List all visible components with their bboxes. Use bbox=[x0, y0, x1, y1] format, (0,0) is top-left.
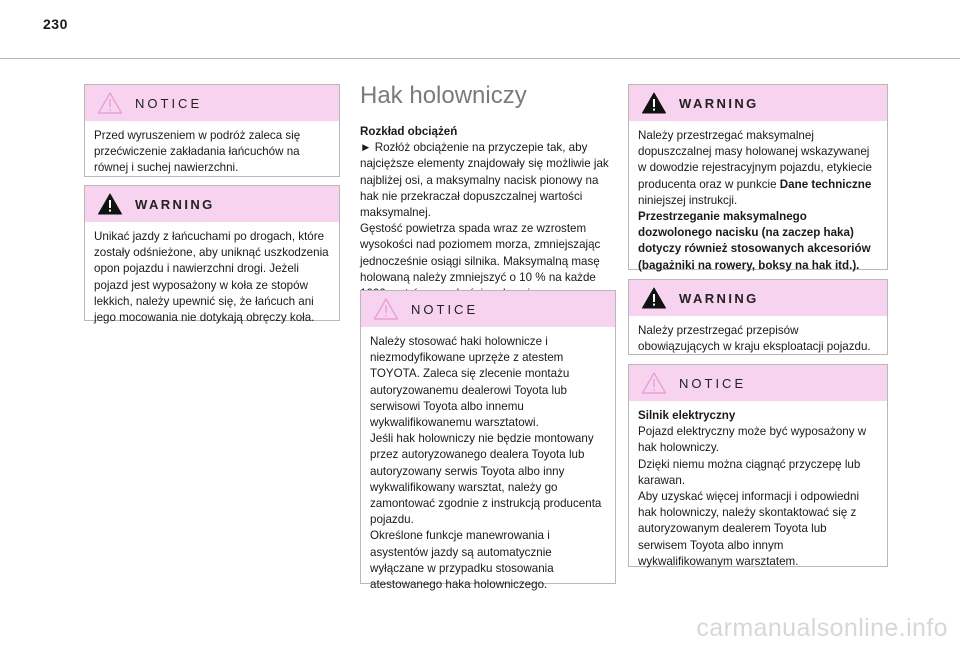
bullet-text: ► Rozłóż obciążenie na przyczepie tak, aby najcięższe elementy znajdowały się możliwie jak najbliżej osi, a maksymalny nacisk pionowy na hak nie przekraczał dopuszczalnej wartości maksymalnej. bbox=[360, 141, 609, 220]
notice-para: Dzięki niemu można ciągnąć przyczepę lub karawan. bbox=[638, 457, 861, 487]
notice-para: Określone funkcje manewrowania i asystentów jazdy są automatycznie wyłączane w przypadku stosowania atestowanego haka holowniczego. bbox=[370, 529, 554, 592]
warning-label: WARNING bbox=[679, 95, 759, 111]
warning-header bbox=[629, 85, 887, 121]
warning-text-part: Należy przestrzegać maksymalnej dopuszczalnej masy holowanej wskazywanej w dowodzie rejestracyjnym pojazdu, etykiecie producenta oraz w punkcie bbox=[638, 129, 872, 191]
notice-para: Aby uzyskać więcej informacji i odpowiedni hak holowniczy, należy skontaktować się z autoryzowanym dealerem Toyota lub serwisem Toyota albo innym wykwalifikowanym warsztatem. bbox=[638, 490, 860, 568]
load-distribution-text bbox=[360, 124, 612, 302]
warning-triangle-outline-icon bbox=[641, 371, 667, 395]
warning-text-part: niniejszej instrukcji. bbox=[638, 193, 738, 207]
section-title: Hak holowniczy bbox=[360, 82, 527, 109]
notice-header bbox=[629, 365, 887, 401]
notice-header bbox=[85, 85, 339, 121]
notice-para: Jeśli hak holowniczy nie będzie montowany przez autoryzowanego dealera Toyota lub autoryzowany serwis Toyota albo inny wykwalifikowany warsztat, należy go zamontować zgodnie z instrukcją producenta pojazdu. bbox=[370, 432, 602, 527]
subheading: Rozkład obciążeń bbox=[360, 125, 458, 138]
warning-triangle-filled-icon bbox=[97, 192, 123, 216]
notice-label: NOTICE bbox=[679, 375, 747, 391]
warning-box-chains-roads bbox=[84, 185, 340, 325]
warning-label: WARNING bbox=[135, 196, 215, 212]
warning-header bbox=[85, 186, 339, 222]
notice-box-chains-practice bbox=[84, 84, 340, 177]
notice-label: NOTICE bbox=[411, 301, 479, 317]
warning-triangle-outline-icon bbox=[97, 91, 123, 115]
warning-triangle-outline-icon bbox=[373, 297, 399, 321]
warning-triangle-filled-icon bbox=[641, 286, 667, 310]
notice-para: Należy stosować haki holownicze i niezmodyfikowane uprzęże z atestem TOYOTA. Zaleca się zlecenie montażu autoryzowanemu dealerowi Toyota lub serwisowi Toyota albo innemu wykwalifikowanemu warsztatowi. bbox=[370, 335, 570, 430]
notice-box-electric-motor bbox=[628, 364, 888, 567]
warning-triangle-filled-icon bbox=[641, 91, 667, 115]
notice-heading: Silnik elektryczny bbox=[638, 409, 736, 422]
notice-header bbox=[361, 291, 615, 327]
warning-box-regulations bbox=[628, 279, 888, 355]
warning-box-max-mass bbox=[628, 84, 888, 270]
watermark: carmanualsonline.info bbox=[696, 614, 948, 642]
warning-header bbox=[629, 280, 887, 316]
notice-label: NOTICE bbox=[135, 95, 203, 111]
warning-label: WARNING bbox=[679, 290, 759, 306]
altitude-paragraph: Gęstość powietrza spada wraz ze wzrostem wysokości nad poziomem morza, zmniejszając jednocześnie osiągi silnika. Maksymalną masę holowaną należy zmniejszyć o 10 % na każde bbox=[360, 222, 601, 284]
warning-text: Unikać jazdy z łańcuchami po drogach, które zostały odśnieżone, aby uniknąć uszkodzenia opon pojazdu i nawierzchni drogi. Jeżeli pojazd jest wyposażony w koła ze stopów lekkich, należy upewnić się, że łańcuch ani jego mocowania nie dotykają obręczy koła. bbox=[94, 230, 329, 325]
technical-data-reference: Dane techniczne bbox=[779, 177, 872, 191]
notice-para: Pojazd elektryczny może być wyposażony w hak holowniczy. bbox=[638, 425, 867, 455]
warning-bold-text: Przestrzeganie maksymalnego dozwolonego nacisku (na zaczep haka) dotyczy również stosowanych akcesoriów (bagażniki na rowery, boksy na hak itd.). bbox=[638, 210, 871, 272]
top-divider bbox=[0, 58, 960, 59]
warning-text bbox=[638, 128, 878, 209]
notice-text: Przed wyruszeniem w podróż zaleca się przećwiczenie zakładania łańcuchów na równej i suchej nawierzchni. bbox=[94, 129, 301, 175]
notice-box-towbar bbox=[360, 290, 616, 592]
page-number: 230 bbox=[43, 16, 68, 32]
warning-text: Należy przestrzegać przepisów obowiązujących w kraju eksploatacji pojazdu. bbox=[638, 324, 871, 354]
